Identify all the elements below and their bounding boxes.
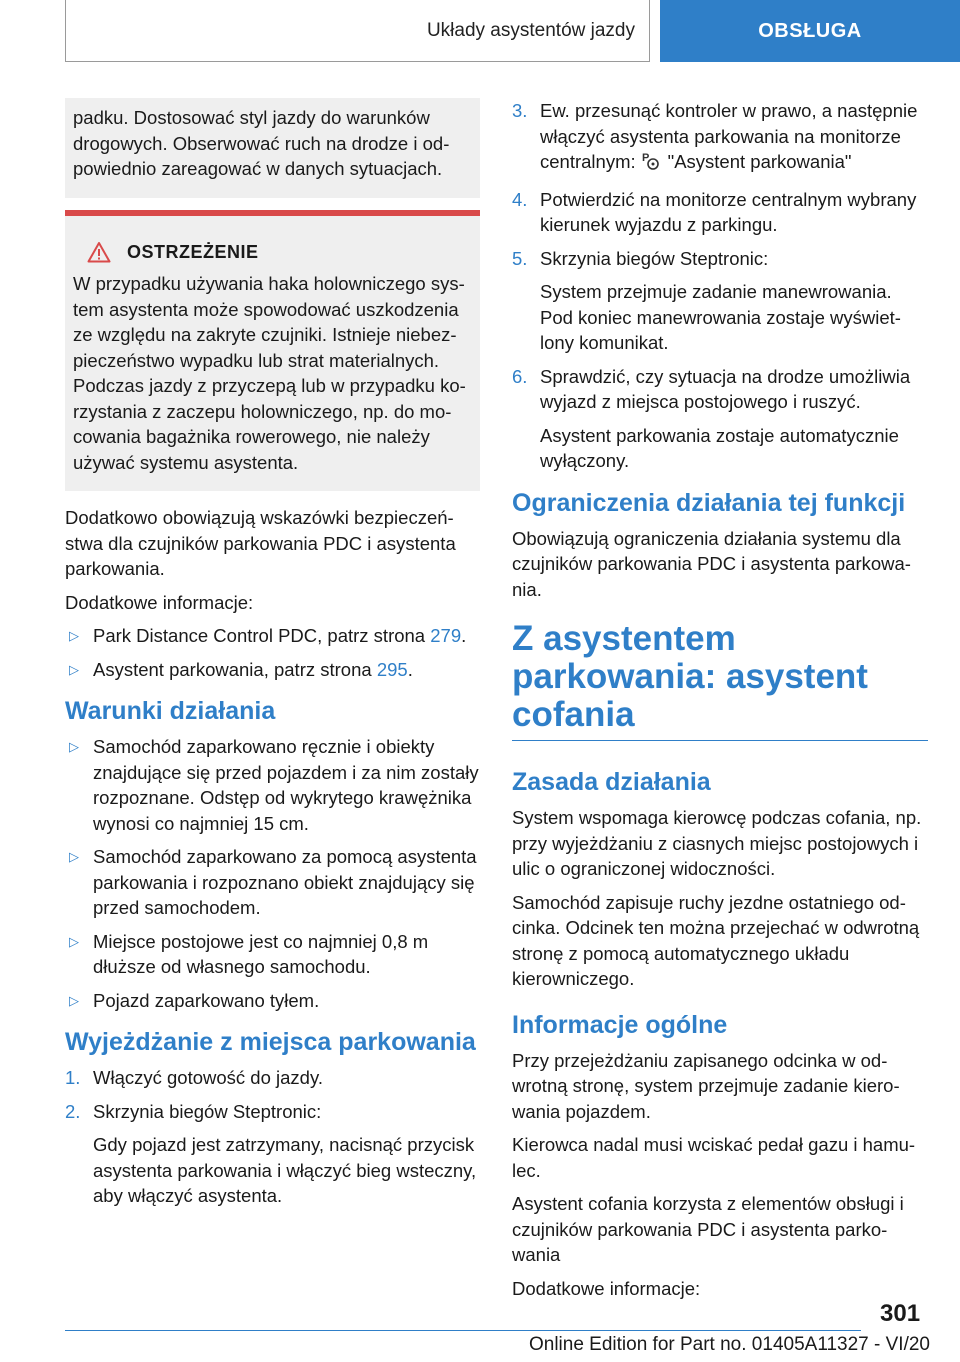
warning-text: W przypadku używania haka holowniczego system asystenta może spowodować uszkodzenia ze względu na zakryte czujniki. Istnieje niebezpieczeństwo wypadku lub strat materialnych. Podczas jazdy z przyczepą lub w przypadku korzystania z zaczepu holowniczego, np. do mocowania bagażnika rowerowego, nie należy używać systemu asystenta.	[73, 273, 466, 473]
tab-label: OBSŁUGA	[758, 19, 862, 42]
list-item: ▷ Samochód zaparkowano ręcznie i obiekty znajdujące się przed pojazdem i za nim zostały rozpoznane. Odstęp od wykrytego krawężnika wynosi co najmniej 15 cm.	[69, 736, 479, 834]
heading-principle: Zasada działania	[512, 768, 711, 796]
warning-header	[87, 240, 472, 266]
more-info-label: Dodatkowe informacje:	[512, 1277, 701, 1299]
right-column	[512, 98, 928, 1309]
page-number: 301	[880, 1300, 921, 1327]
list-item: ▷ Samochód zaparkowano za pomocą asystenta parkowania i rozpoznano obiekt znajdujący się przed samochodem.	[69, 846, 477, 918]
header-tab-obsluga[interactable]	[660, 0, 960, 62]
warning-title: OSTRZEŻENIE	[127, 241, 259, 262]
list-item: 4. Potwierdzić na monitorze centralnym wybrany kierunek wyjazdu z parkingu.	[512, 188, 917, 235]
limits-text: Obowiązują ograniczenia działania systemu dla czujników parkowania PDC i asystenta parkowania.	[512, 527, 911, 600]
exit-steps-continued	[512, 98, 928, 474]
safety-paragraph: Dodatkowo obowiązują wskazówki bezpieczeństwa dla czujników parkowania PDC i asystenta parkowania.	[65, 507, 456, 579]
exit-steps-list	[65, 1065, 480, 1209]
list-item: ▷ Pojazd zaparkowano tyłem.	[65, 988, 480, 1014]
step-subtext: Asystent parkowania zostaje automatycznie wyłączony.	[540, 424, 899, 471]
list-item: 3. Ew. przesunąć kontroler w prawo, a następnie włączyć asystenta parkowania na monitorze centralnym: P "Asystent parkowania"	[512, 98, 928, 179]
heading-limits: Ograniczenia działania tej funkcji	[512, 488, 906, 517]
footer-edition: Online Edition for Part no. 01405A11327 - VI/20	[528, 1334, 930, 1355]
heading-conditions: Warunki działania	[65, 697, 276, 725]
list-item: ▷ Miejsce postojowe jest co najmniej 0,8 m dłuższe od własnego samochodu.	[69, 930, 429, 977]
conditions-list	[65, 734, 480, 1013]
bullet-triangle-icon: ▷	[69, 933, 79, 949]
list-item: 5. Skrzynia biegów Steptronic: System przejmuje zadanie manewrowania. Pod koniec manewrowania zostaje wyświetlony komunikat.	[512, 246, 928, 356]
intro-box	[65, 98, 480, 198]
step-subtext: Gdy pojazd jest zatrzymany, nacisnąć przycisk asystenta parkowania i włączyć bieg wsteczny, aby włączyć asystenta.	[93, 1134, 477, 1206]
step-subtext: System przejmuje zadanie manewrowania. Pod koniec manewrowania zostaje wyświetlony komunikat.	[540, 281, 901, 353]
parking-assistant-icon	[640, 150, 662, 179]
bullet-triangle-icon: ▷	[69, 628, 79, 643]
list-item: 6. Sprawdzić, czy sytuacja na drodze umożliwia wyjazd z miejsca postojowego i ruszyć. Asystent parkowania zostaje automatycznie wyłączony.	[512, 364, 928, 474]
more-info-list	[65, 623, 480, 682]
general-text-2: Kierowca nadal musi wciskać pedał gazu i hamulec.	[512, 1134, 916, 1181]
bullet-triangle-icon: ▷	[69, 739, 79, 754]
heading-general: Informacje ogólne	[512, 1010, 728, 1039]
list-item: ▷ Asystent parkowania, patrz strona 295.	[65, 657, 480, 683]
warning-box	[65, 210, 480, 492]
page-link-295[interactable]: 295	[376, 658, 408, 680]
general-text-1: Przy przejeżdżaniu zapisanego odcinka w odwrotną stronę, system przejmuje zadanie kierowania pojazdem.	[512, 1049, 900, 1122]
footer-divider	[65, 1330, 861, 1331]
bullet-triangle-icon: ▷	[69, 992, 79, 1008]
more-info-label: Dodatkowe informacje:	[65, 591, 254, 613]
list-item: 1. Włączyć gotowość do jazdy.	[65, 1067, 323, 1088]
heading-reversing-assistant: Z asystentem parkowania: asystent cofania	[512, 620, 928, 741]
principle-text-2: Samochód zapisuje ruchy jezdne ostatniego odcinka. Odcinek ten można przejechać w odwrotną stronę z pomocą automatycznego układu kierowniczego.	[512, 891, 920, 989]
page-link-279[interactable]: 279	[430, 625, 462, 646]
left-column	[65, 98, 480, 1217]
bullet-triangle-icon: ▷	[69, 661, 79, 677]
list-item: ▷ Park Distance Control PDC, patrz strona 279.	[65, 623, 480, 649]
list-item: 2. Skrzynia biegów Steptronic: Gdy pojazd jest zatrzymany, nacisnąć przycisk asystenta parkowania i włączyć bieg wsteczny, aby włączyć asystenta.	[65, 1099, 480, 1209]
section-title-text: Układy asystentów jazdy	[426, 19, 635, 41]
heading-exit-parking: Wyjeżdżanie z miejsca parkowania	[65, 1028, 476, 1056]
general-text-3: Asystent cofania korzysta z elementów obsługi i czujników parkowania PDC i asystenta parkowania	[512, 1193, 904, 1265]
header-section-title	[65, 0, 650, 62]
warning-triangle-icon	[87, 241, 111, 263]
intro-text: padku. Dostosować styl jazdy do warunków drogowych. Obserwować ruch na drodze i odpowiednio zareagować w danych sytuacjach.	[73, 107, 450, 179]
bullet-triangle-icon: ▷	[69, 849, 79, 864]
svg-text:P: P	[641, 152, 649, 164]
principle-text-1: System wspomaga kierowcę podczas cofania, np. przy wyjeżdżaniu z ciasnych miejsc postojowych i ulic o ograniczonej widoczności.	[512, 807, 922, 879]
